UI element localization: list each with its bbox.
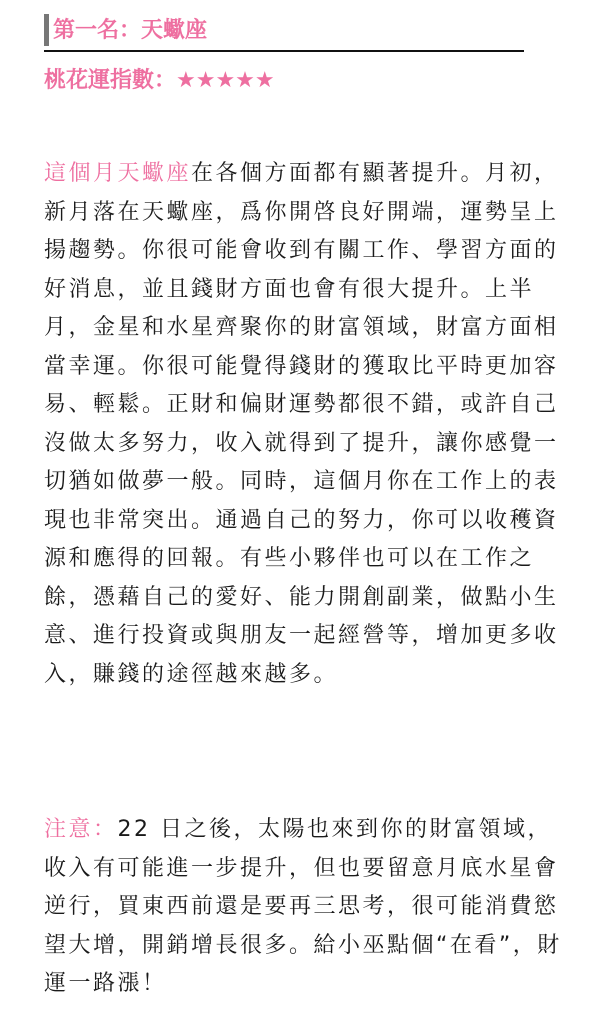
article-paragraph-note — [44, 811, 574, 1004]
peach-blossom-rating: 桃花運指數：★★★★★ — [44, 68, 275, 93]
note-label: 注意： — [44, 817, 118, 842]
article-paragraph-1 — [44, 155, 574, 694]
heading-title: 第一名：天蠍座 — [53, 18, 208, 43]
paragraph-1-highlight: 這個月天蠍座 — [44, 161, 192, 186]
note-text: 22 日之後，太陽也來到你的財富領域，收入有可能進一步提升，但也要留意月底水星會逆行，買東西前還是要再三思考，很可能消費慾望大增，開銷增長很多。給小巫點個“在看”，財運一路漲！ — [44, 817, 562, 996]
paragraph-1-text: 在各個方面都有顯著提升。月初，新月落在天蠍座，爲你開啓良好開端，運勢呈上揚趨勢。你很可能會收到有關工作、學習方面的好消息，並且錢財方面也會有很大提升。上半月，金星和水星齊聚你的財富領域，財富方面相當幸運。你很可能覺得錢財的獲取比平時更加容易、輕鬆。正財和偏財運勢都很不錯，或許自己沒做太多努力，收入就得到了提升，讓你感覺一切猶如做夢一般。同時，這個月你在工作上的表現也非常突出。通過自己的努力，你可以收穫資源和應得的回報。有些小夥伴也可以在工作之餘，憑藉自己的愛好、能力開創副業，做點小生意、進行投資或與朋友一起經營等，增加更多收入，賺錢的途徑越來越多。 — [44, 161, 559, 687]
section-heading — [44, 10, 524, 52]
heading-accent-bar — [44, 14, 49, 46]
